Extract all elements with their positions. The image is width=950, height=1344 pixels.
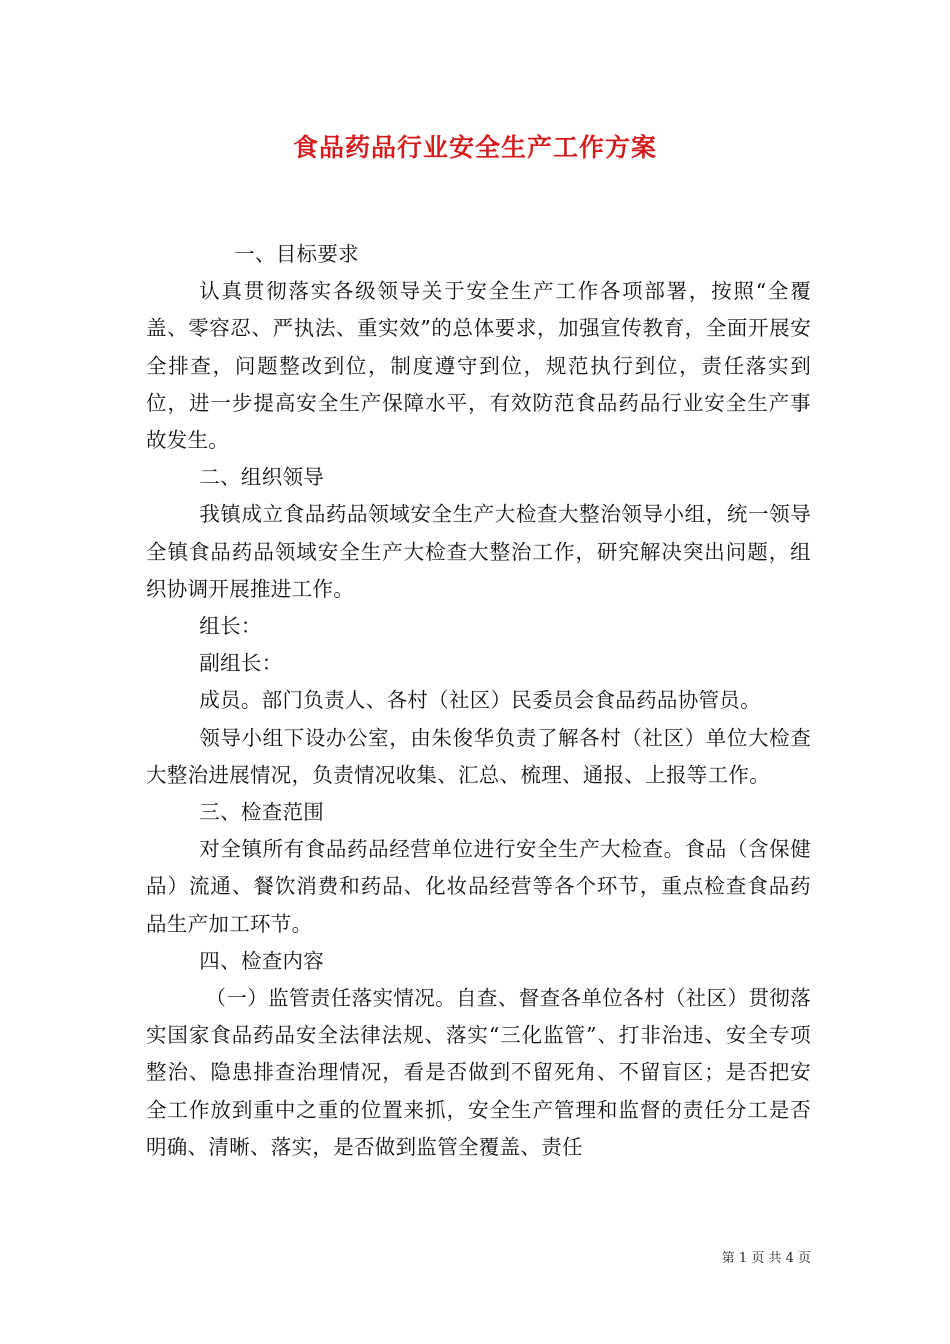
document-body <box>146 236 811 1166</box>
group-leader-line: 组长： <box>199 614 262 639</box>
paragraph: 领导小组下设办公室，由朱俊华负责了解各村（社区）单位大检查大整治进展情况，负责情况收集、汇总、梳理、通报、上报等工作。 <box>146 725 811 787</box>
deputy-leader-line: 副组长： <box>199 651 283 676</box>
section-heading-goals: 一、目标要求 <box>234 242 359 266</box>
paragraph: 对全镇所有食品药品经营单位进行安全生产大检查。食品（含保健品）流通、餐饮消费和药品、化妆品经营等各个环节，重点检查食品药品生产加工环节。 <box>146 837 811 936</box>
paragraph: 我镇成立食品药品领域安全生产大检查大整治领导小组，统一领导全镇食品药品领域安全生产大检查大整治工作，研究解决突出问题，组织协调开展推进工作。 <box>146 502 811 601</box>
paragraph: 认真贯彻落实各级领导关于安全生产工作各项部署，按照“全覆盖、零容忍、严执法、重实效”的总体要求，加强宣传教育，全面开展安全排查，问题整改到位，制度遵守到位，规范执行到位，责任落实到位，进一步提高安全生产保障水平，有效防范食品药品行业安全生产事故发生。 <box>146 279 811 453</box>
page-number: 第 1 页 共 4 页 <box>721 1251 811 1266</box>
paragraph: （一）监管责任落实情况。自查、督查各单位各村（社区）贯彻落实国家食品药品安全法律法规、落实“三化监管”、打非治违、安全专项整治、隐患排查治理情况，看是否做到不留死角、不留盲区；是否把安全工作放到重中之重的位置来抓，安全生产管理和监督的责任分工是否明确、清晰、落实，是否做到监管全覆盖、责任 <box>146 986 811 1159</box>
members-line: 成员。部门负责人、各村（社区）民委员会食品药品协管员。 <box>199 688 761 713</box>
document-title: 食品药品行业安全生产工作方案 <box>292 133 657 162</box>
section-heading-organization: 二、组织领导 <box>199 465 325 490</box>
section-heading-content: 四、检查内容 <box>199 948 325 973</box>
section-heading-scope: 三、检查范围 <box>199 800 325 825</box>
